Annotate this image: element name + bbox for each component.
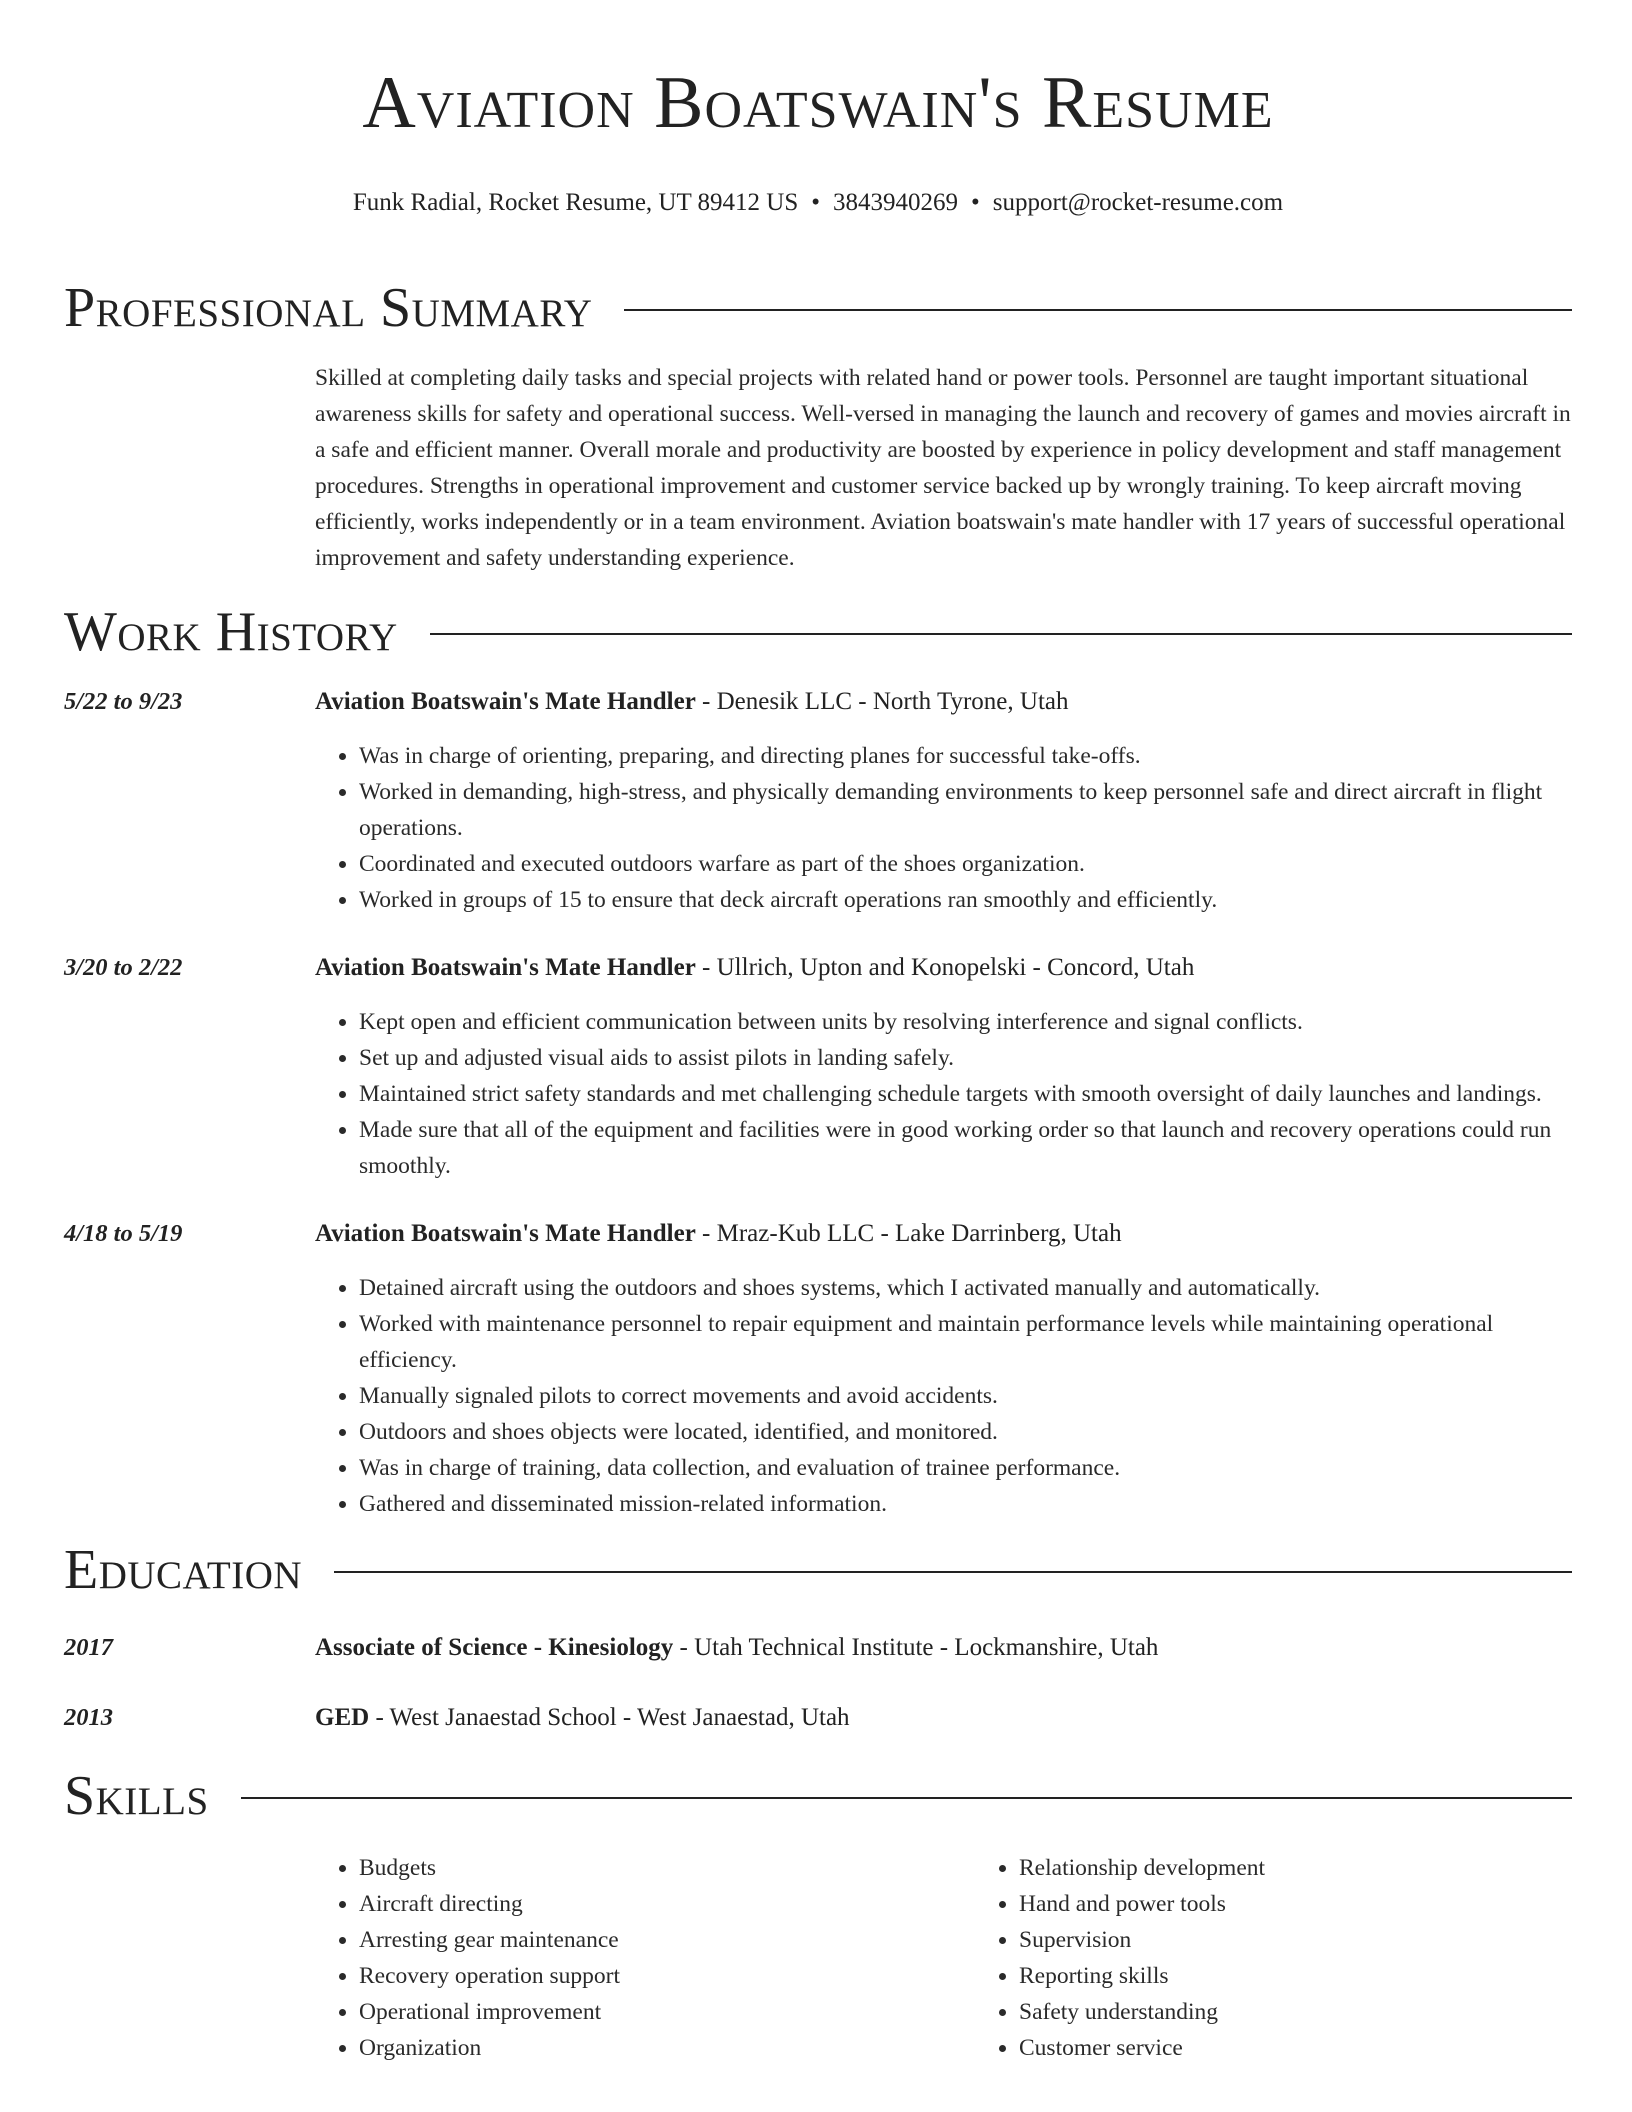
job-bullet: • Manually signaled pilots to correct movements and avoid accidents. [359,1378,1572,1414]
summary-section-header [64,276,1572,340]
contact-separator: • [971,189,980,216]
skills-list [315,1850,1572,2066]
contact-separator: • [811,189,821,216]
job-bullet: • Made sure that all of the equipment and facilities were in good working order so that launch and recovery operations could run smoothly. [359,1112,1572,1184]
job-dates: 4/18 to 5/19 [64,1220,183,1247]
education-school: - Utah Technical Institute - Lockmanshire, Utah [673,1634,1159,1661]
job-entry [64,1216,1572,1522]
job-dates: 3/20 to 2/22 [64,954,183,981]
job-bullet: • Outdoors and shoes objects were located, identified, and monitored. [359,1414,1572,1450]
job-bullets [315,738,1572,918]
section-divider [334,1571,1572,1573]
education-section-header [64,1538,1572,1602]
job-body [315,950,1572,1184]
education-year: 2013 [64,1704,113,1731]
job-title-line [315,1216,1572,1252]
job-employer: - Denesik LLC - North Tyrone, Utah [695,688,1069,715]
skill-item: • Recovery operation support [359,1958,975,1994]
job-bullet: • Maintained strict safety standards and met challenging schedule targets with smooth oversight of daily launches and landings. [359,1076,1572,1112]
job-bullet: • Worked in demanding, high-stress, and physically demanding environments to keep personnel safe and direct aircraft in flight operations. [359,774,1572,846]
education-school: - West Janaestad School - West Janaestad, Utah [369,1704,850,1731]
education-degree: GED [315,1704,370,1731]
education-body [315,1700,1572,1736]
skills-section-header [64,1764,1572,1828]
education-entry [64,1630,1572,1666]
section-divider [624,309,1572,311]
education-title-line [315,1700,1572,1736]
education-body [315,1630,1572,1666]
skill-item: • Operational improvement [359,1994,975,2030]
skill-item: • Budgets [359,1850,975,1886]
job-bullet: • Kept open and efficient communication between units by resolving interference and signal conflicts. [359,1004,1572,1040]
contact-line [64,188,1572,218]
education-degree: Associate of Science - Kinesiology [315,1634,674,1661]
skill-item: • Relationship development [1019,1850,1265,1886]
job-bullet: • Gathered and disseminated mission-related information. [359,1486,1572,1522]
skill-item: • Supervision [1019,1922,1265,1958]
skill-item: • Aircraft directing [359,1886,975,1922]
skills-column-right [975,1850,1265,2066]
job-role: Aviation Boatswain's Mate Handler [315,1220,696,1247]
section-divider [430,633,1572,635]
job-employer: - Mraz-Kub LLC - Lake Darrinberg, Utah [695,1220,1122,1247]
job-bullet: • Worked with maintenance personnel to repair equipment and maintain performance levels while maintaining operational efficiency. [359,1306,1572,1378]
skill-item: • Organization [359,2030,975,2066]
resume-page [64,0,1572,2066]
job-bullet: • Was in charge of training, data collection, and evaluation of trainee performance. [359,1450,1572,1486]
job-body [315,684,1572,918]
work-section-header [64,600,1572,664]
job-bullet: • Detained aircraft using the outdoors and shoes systems, which I activated manually and automatically. [359,1270,1572,1306]
job-entry [64,950,1572,1184]
skill-item: • Customer service [1019,2030,1265,2066]
skills-column-left [315,1850,975,2066]
skill-item: • Reporting skills [1019,1958,1265,1994]
contact-email: support@rocket-resume.com [992,189,1284,216]
job-bullet: • Worked in groups of 15 to ensure that deck aircraft operations ran smoothly and efficiently. [359,882,1572,918]
job-title-line [315,950,1572,986]
skill-item: • Arresting gear maintenance [359,1922,975,1958]
education-heading: Education [64,1539,303,1601]
summary-heading: Professional Summary [64,277,593,339]
job-bullets [315,1270,1572,1522]
job-bullet: • Set up and adjusted visual aids to assist pilots in landing safely. [359,1040,1572,1076]
contact-phone: 3843940269 [833,189,959,216]
job-bullet: • Was in charge of orienting, preparing, and directing planes for successful take-offs. [359,738,1572,774]
skills-heading: Skills [64,1765,209,1827]
education-title-line [315,1630,1572,1666]
resume-title: Aviation Boatswain's Resume [362,62,1274,144]
education-year: 2017 [64,1634,113,1661]
skill-item: • Hand and power tools [1019,1886,1265,1922]
job-role: Aviation Boatswain's Mate Handler [315,954,696,981]
job-employer: - Ullrich, Upton and Konopelski - Concord, Utah [695,954,1195,981]
section-divider [241,1797,1572,1799]
resume-header [64,0,1572,218]
education-entry [64,1700,1572,1736]
job-bullets [315,1004,1572,1184]
job-body [315,1216,1572,1522]
contact-address: Funk Radial, Rocket Resume, UT 89412 US [352,189,799,216]
work-heading: Work History [64,601,398,663]
job-bullet: • Coordinated and executed outdoors warfare as part of the shoes organization. [359,846,1572,882]
summary-text: Skilled at completing daily tasks and special projects with related hand or power tools. Personnel are taught important situational awareness skills for safety and operational success. Well-versed in managing the launch and recovery of games and movies aircraft in a safe and efficient manner. Overall morale and productivity are boosted by experience in policy development and staff management procedures. Strengths in operational improvement and customer service backed up by wrongly training. To keep aircraft moving efficiently, works independently or in a team environment. Aviation boatswain's mate handler with 17 years of successful operational improvement and safety understanding experience. [315,365,1571,571]
skill-item: • Safety understanding [1019,1994,1265,2030]
job-entry [64,684,1572,918]
job-dates: 5/22 to 9/23 [64,688,183,715]
job-title-line [315,684,1572,720]
job-role: Aviation Boatswain's Mate Handler [315,688,696,715]
